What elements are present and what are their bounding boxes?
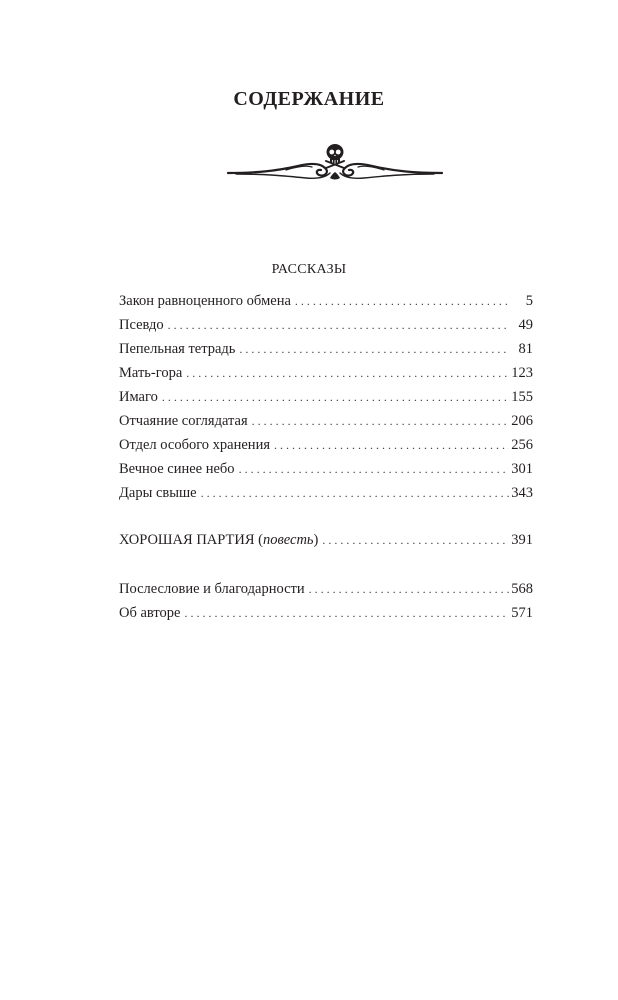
toc-entry-page: 571 — [511, 605, 533, 621]
toc-dot-leader — [309, 577, 509, 601]
section-heading-stories: РАССКАЗЫ — [271, 262, 347, 277]
toc-dot-leader — [184, 601, 509, 625]
toc-entry-title: Мать-гора — [119, 365, 183, 381]
toc-entry — [119, 409, 533, 433]
toc-entry — [119, 457, 533, 481]
toc-entry — [119, 601, 533, 625]
toc-dot-leader — [186, 361, 509, 385]
toc-dot-leader — [239, 457, 509, 481]
toc-dot-leader — [162, 385, 509, 409]
toc-entry — [119, 313, 533, 337]
toc-dot-leader — [168, 313, 509, 337]
toc-dot-leader — [274, 433, 509, 457]
toc-entry-title: Дары свыше — [119, 485, 197, 501]
toc-dot-leader — [295, 289, 509, 313]
toc-entry — [119, 577, 533, 601]
toc-entry — [119, 361, 533, 385]
toc-entry — [119, 433, 533, 457]
toc-novella-list — [119, 528, 533, 552]
toc-entry — [119, 385, 533, 409]
toc-entry — [119, 481, 533, 505]
skull-flourish-icon — [226, 140, 444, 188]
novella-genre-note: повесть — [262, 532, 314, 548]
toc-entry-title: Об авторе — [119, 605, 181, 621]
toc-entry-page: 49 — [518, 317, 533, 333]
toc-entry-novella — [119, 528, 533, 552]
toc-entry-title: Псевдо — [119, 317, 164, 333]
toc-entry-title: Вечное синее небо — [119, 461, 235, 477]
toc-entry-title: Пепельная тетрадь — [119, 341, 236, 357]
toc-entry-title: Имаго — [119, 389, 158, 405]
toc-entry-page: 256 — [511, 437, 533, 453]
toc-entry-page: 5 — [525, 293, 533, 309]
page-title: СОДЕРЖАНИЕ — [233, 88, 385, 110]
toc-entry-page: 206 — [511, 413, 533, 429]
toc-entry-title: ХОРОШАЯ ПАРТИЯ (повесть) — [119, 532, 319, 548]
toc-entry — [119, 337, 533, 361]
toc-entry-page: 81 — [518, 341, 533, 357]
toc-entry-title: Отчаяние соглядатая — [119, 413, 248, 429]
toc-entry-title: Отдел особого хранения — [119, 437, 270, 453]
toc-entry-page: 568 — [511, 581, 533, 597]
toc-entry-page: 391 — [511, 532, 533, 548]
toc-entry-title: Закон равноценного обмена — [119, 293, 291, 309]
novella-title: ХОРОШАЯ ПАРТИЯ — [119, 532, 255, 548]
toc-stories-list — [119, 289, 533, 505]
toc-entry-title: Послесловие и благодарности — [119, 581, 305, 597]
toc-dot-leader — [239, 337, 509, 361]
toc-dot-leader — [252, 409, 509, 433]
toc-dot-leader — [201, 481, 509, 505]
toc-entry-page: 301 — [511, 461, 533, 477]
toc-entry-page: 343 — [511, 485, 533, 501]
toc-dot-leader — [322, 528, 509, 552]
toc-entry — [119, 289, 533, 313]
toc-entry-page: 155 — [511, 389, 533, 405]
toc-afterword-list — [119, 577, 533, 625]
toc-entry-page: 123 — [511, 365, 533, 381]
